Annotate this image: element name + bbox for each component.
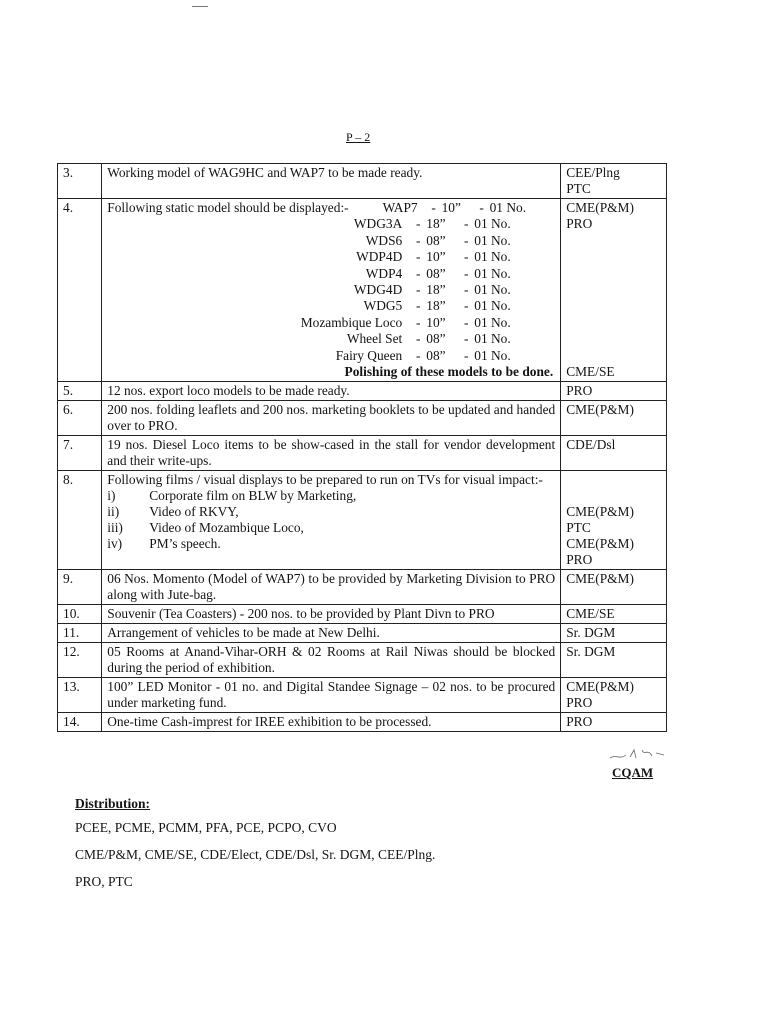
model-list [107,216,555,364]
responsibility [561,678,667,713]
sub-number: ii) [107,504,120,519]
page-number: P – 2 [346,130,371,144]
list-item [107,266,555,282]
resp-line: PRO [566,695,593,710]
dash: - [464,347,469,363]
dash: - [416,232,421,248]
polish-note: Polishing of these models to be done. [344,363,554,379]
dash: - [464,281,469,297]
model-qty: 01 No. [474,314,511,330]
model-name: WAP7 [382,200,418,215]
responsibility: CME(P&M) [561,401,667,436]
list-item [107,331,555,347]
responsibility: Sr. DGM [561,643,667,678]
model-qty: 01 No. [474,331,511,347]
list-item [107,216,555,232]
serial-number: 11. [58,624,102,643]
list-item [379,200,526,216]
table-row [58,401,667,436]
model-name: WDG3A [353,216,403,232]
model-name: WDP4 [365,265,403,281]
model-qty: 01 No. [474,249,511,265]
resp-line: CME(P&M) [566,200,634,215]
model-size: 18” [426,216,446,232]
serial-number: 7. [58,436,102,471]
list-item [107,282,555,298]
sub-text: PM’s speech. [149,536,221,551]
sub-number: iv) [107,536,123,551]
table-row [58,570,667,605]
action-table [57,163,667,732]
signature-scribble [608,744,668,762]
model-name: Mozambique Loco [300,314,403,330]
responsibility [561,164,667,199]
action-text: 06 Nos. Momento (Model of WAP7) to be provided by Marketing Division to PRO along with Jute-bag. [102,570,561,605]
model-size: 10” [426,249,446,265]
films-intro: Following films / visual displays to be prepared to run on TVs for visual impact:- [107,472,543,487]
action-text [102,471,561,570]
responsibility: PRO [561,382,667,401]
dash: - [416,298,421,314]
action-text: 19 nos. Diesel Loco items to be show-cased in the stall for vendor development and their write-ups. [102,436,561,471]
sub-number: i) [107,488,116,503]
responsibility: Sr. DGM [561,624,667,643]
action-text: 12 nos. export loco models to be made ready. [102,382,561,401]
signatory-title: CQAM [612,765,654,780]
serial-number: 14. [58,713,102,732]
responsibility: PRO [561,713,667,732]
dash: - [464,314,469,330]
sub-text: Corporate film on BLW by Marketing, [149,488,357,503]
list-item [107,298,555,314]
model-size: 10” [441,200,461,215]
resp-line: CME(P&M) [566,504,634,519]
serial-number: 9. [58,570,102,605]
model-qty: 01 No. [474,298,511,314]
sub-text: Video of Mozambique Loco, [149,520,304,535]
dash: - [431,200,436,215]
dash: - [464,232,469,248]
dash: - [464,216,469,232]
resp-line: CME(P&M) [566,679,634,694]
list-item [107,504,555,520]
serial-number: 8. [58,471,102,570]
model-qty: 01 No. [489,200,527,215]
serial-number: 12. [58,643,102,678]
table-row [58,713,667,732]
model-qty: 01 No. [474,347,511,363]
action-text: Working model of WAG9HC and WAP7 to be made ready. [102,164,561,199]
dash: - [464,331,469,347]
resp-line: PTC [566,181,591,196]
table-row [58,643,667,678]
list-item [107,233,555,249]
sub-number: iii) [107,520,123,535]
resp-line: CME(P&M) [566,536,634,551]
action-text: 05 Rooms at Anand-Vihar-ORH & 02 Rooms at Rail Niwas should be blocked during the period of exhibition. [102,643,561,678]
table-row [58,382,667,401]
distribution-line: CME/P&M, CME/SE, CDE/Elect, CDE/Dsl, Sr. DGM, CEE/Plng. [75,847,436,862]
model-name: WDG4D [353,281,403,297]
model-name: WDS6 [365,232,403,248]
dash: - [416,347,421,363]
serial-number: 4. [58,199,102,382]
list-item [107,520,555,536]
resp-line: CME/SE [566,364,615,379]
responsibility [561,471,667,570]
table-row [58,471,667,570]
dash: - [416,249,421,265]
list-item [107,315,555,331]
sub-text: Video of RKVY, [149,504,239,519]
table-row [58,678,667,713]
dash: - [416,216,421,232]
responsibility: CDE/Dsl [561,436,667,471]
model-size: 18” [426,281,446,297]
responsibility: CME(P&M) [561,570,667,605]
table-row [58,199,667,382]
model-name: Wheel Set [346,331,403,347]
resp-line: PRO [566,552,593,567]
responsibility [561,199,667,382]
dash: - [464,298,469,314]
model-name: Fairy Queen [335,347,403,363]
resp-line: PTC [566,520,591,535]
model-size: 08” [426,331,446,347]
list-item [107,488,555,504]
serial-number: 13. [58,678,102,713]
scan-mark [192,6,208,7]
model-name: WDG5 [363,298,403,314]
serial-number: 3. [58,164,102,199]
responsibility: CME/SE [561,605,667,624]
table-row [58,624,667,643]
serial-number: 6. [58,401,102,436]
distribution-line: PRO, PTC [75,874,133,889]
action-text [102,199,561,382]
action-text: Souvenir (Tea Coasters) - 200 nos. to be provided by Plant Divn to PRO [102,605,561,624]
model-name: WDP4D [356,249,403,265]
table-row [58,164,667,199]
serial-number: 10. [58,605,102,624]
serial-number: 5. [58,382,102,401]
dash: - [416,331,421,347]
dash: - [464,249,469,265]
list-item [107,249,555,265]
dash: - [416,314,421,330]
model-size: 18” [426,298,446,314]
model-qty: 01 No. [474,232,511,248]
models-intro: Following static model should be displayed:- [107,200,349,215]
dash: - [416,265,421,281]
action-text: 200 nos. folding leaflets and 200 nos. marketing booklets to be updated and handed over to PRO. [102,401,561,436]
dash: - [479,200,484,215]
model-size: 08” [426,265,446,281]
dash: - [416,281,421,297]
action-text: One-time Cash-imprest for IREE exhibition to be processed. [102,713,561,732]
model-size: 08” [426,232,446,248]
table-row [58,436,667,471]
model-size: 08” [426,347,446,363]
table-row [58,605,667,624]
resp-line: PRO [566,216,593,231]
resp-line: CEE/Plng [566,165,620,180]
dash: - [464,265,469,281]
list-item [107,536,555,552]
model-qty: 01 No. [474,265,511,281]
action-text: Arrangement of vehicles to be made at New Delhi. [102,624,561,643]
distribution-title: Distribution: [75,796,151,811]
model-size: 10” [426,314,446,330]
model-list [379,200,526,216]
distribution-line: PCEE, PCME, PCMM, PFA, PCE, PCPO, CVO [75,820,337,835]
model-qty: 01 No. [474,281,511,297]
list-item [107,348,555,364]
action-text: 100” LED Monitor - 01 no. and Digital Standee Signage – 02 nos. to be procured under marketing fund. [102,678,561,713]
model-qty: 01 No. [474,216,511,232]
